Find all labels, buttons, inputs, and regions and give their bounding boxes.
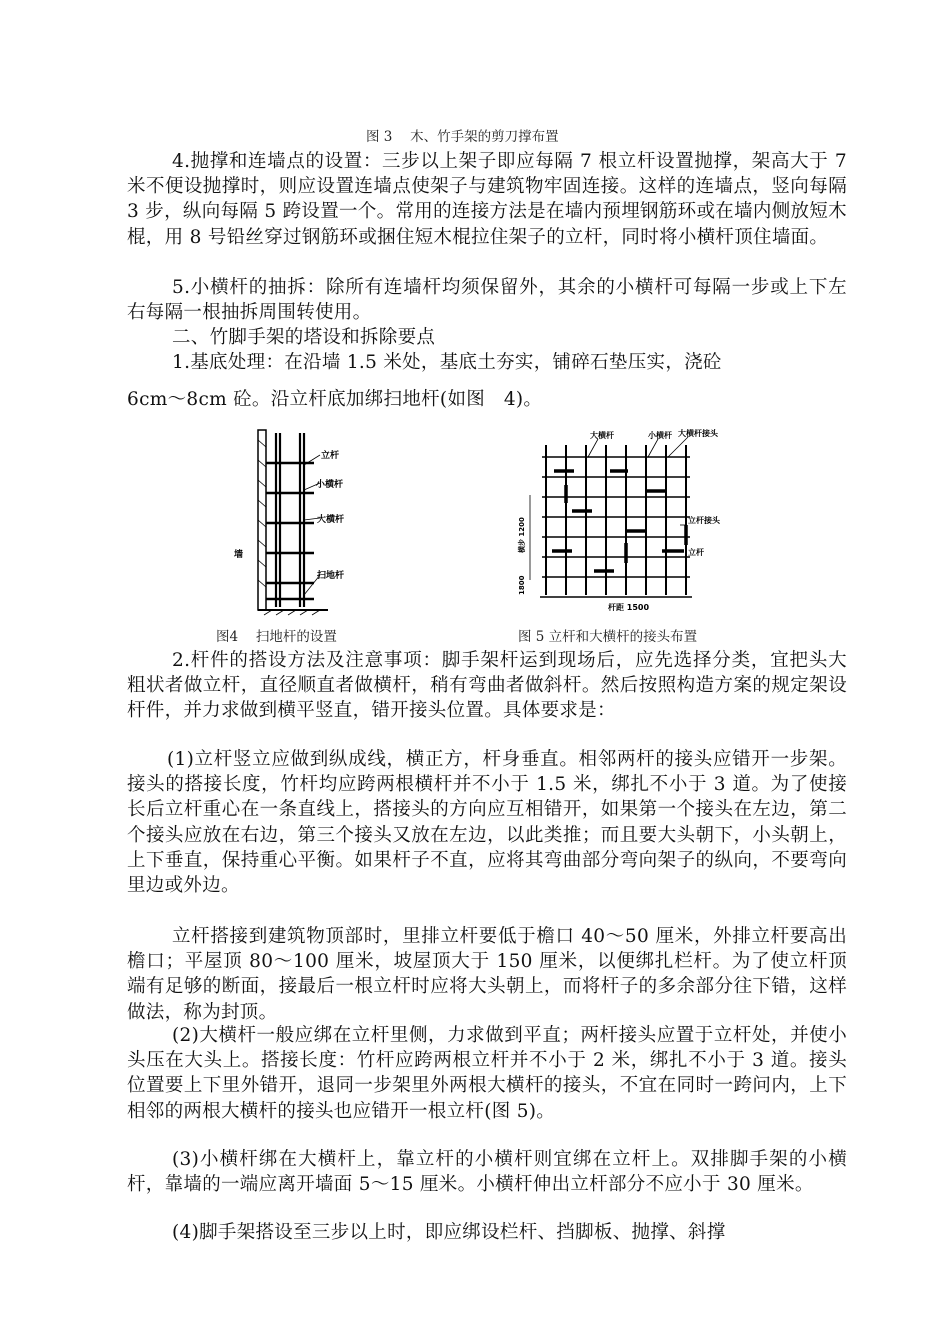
paragraph-railing: (4)脚手架搭设至三步以上时，即应绑设栏杆、挡脚板、抛撑、斜撑 [172,1222,726,1243]
figure4-diagram [228,425,358,620]
label-vertical-pole: 立杆 [321,451,340,461]
figure4-caption: 图4 扫地杆的设置 [216,629,337,645]
figure5-caption: 图 5 立杆和大横杆的接头布置 [518,629,698,645]
label-step-height: 横步 1200 [518,517,526,553]
label-pole-spacing: 杆距 1500 [608,603,650,612]
paragraph-capping: 立杆搭接到建筑物顶部时，里排立杆要低于檐口 40～50 厘米，外排立杆要高出檐口；平屋顶 80～100 厘米，坡屋顶大于 150 厘米，以便绑扎栏杆。为了使立杆顶端有足够的断面，接最后一根立杆时应将大头朝上，而将杆子的多余部分往下错，这样做法，称为封顶。 [127,926,847,1023]
paragraph-small-crossbar-rule: (3)小横杆绑在大横杆上，靠立杆的小横杆则宜绑在立杆上。双排脚手架的小横杆，靠墙的一端应离开墙面 5～15 厘米。小横杆伸出立杆部分不应小于 30 厘米。 [127,1149,847,1196]
label-big-crossbar-joint: 大横杆接头 [678,429,718,438]
label-big-crossbar: 大横杆 [590,431,614,440]
label-sweep-bar: 扫地杆 [317,571,345,581]
label-small-crossbar: 小横杆 [648,431,672,440]
label-wall: 墙 [234,550,244,560]
paragraph-bracing: 4.抛撑和连墙点的设置：三步以上架子即应每隔 7 根立杆设置抛撑，架高大于 7 米不便设抛撑时，则应设置连墙点使架子与建筑物牢固连接。这样的连墙点，竖向每隔 3 步，纵向每隔 5 跨设置一个。常用的连接方法是在墙内预埋钢筋环或在墙内侧放短木棍，用 8 号铅丝穿过钢筋环或捆住短木棍拉住架子的立杆，同时将小横杆顶住墙面。 [127,151,847,248]
paragraph-erection-method: 2.杆件的搭设方法及注意事项：脚手架杆运到现场后，应先选择分类，宜把头大粗状者做立杆，直径顺直者做横杆，稍有弯曲者做斜杆。然后按照构造方案的规定架设杆件，并力求做到横平竖直，错开接头位置。具体要求是： [127,650,847,722]
paragraph-foundation-line2: 6cm～8cm 砼。沿立杆底加绑扫地杆(如图 4)。 [127,389,543,410]
section-heading: 二、竹脚手架的塔设和拆除要点 [172,327,436,348]
label-vertical-joint: 立杆接头 [688,516,720,525]
paragraph-vertical-pole: (1)立杆竖立应做到纵成线，横正方，杆身垂直。相邻两杆的接头应错开一步架。接头的搭接长度，竹杆均应跨两根横杆并不小于 1.5 米，绑扎不小于 3 道。为了使接长后立杆重心在一条直线上，搭接头的方向应互相错开，如果第一个接头在左边，第二个接头应放在右边，第三个接头又放在左边，以此类推；而且要大头朝下，小头朝上，上下垂直，保持重心平衡。如果杆子不直，应将其弯曲部分弯向架子的纵向，不要弯向里边或外边。 [127,749,847,897]
paragraph-foundation-line1: 1.基底处理：在沿墙 1.5 米处，基底土夯实，铺碎石垫压实，浇砼 [172,352,722,373]
label-big-crossbar: 大横杆 [317,515,345,525]
label-small-crossbar: 小横杆 [316,480,344,490]
figure5-diagram [498,425,720,620]
paragraph-big-crossbar: (2)大横杆一般应绑在立杆里侧，力求做到平直；两杆接头应置于立杆处，并使小头压在大头上。搭接长度：竹杆应跨两根立杆并不小于 2 米，绑扎不小于 3 道。接头位置要上下里外错开，退同一步架里外两根大横杆的接头，不宜在同时一跨问内，上下相邻的两根大横杆的接头也应错开一根立杆(图 5)。 [127,1025,847,1122]
label-bottom-height: 1800 [518,575,526,595]
figure3-caption: 图 3 木、竹手架的剪刀撑布置 [366,129,559,145]
label-vertical-pole: 立杆 [688,548,704,557]
paragraph-small-crossbar: 5.小横杆的抽拆：除所有连墙杆均须保留外，其余的小横杆可每隔一步或上下左右每隔一根抽拆周围转使用。 [127,277,847,324]
